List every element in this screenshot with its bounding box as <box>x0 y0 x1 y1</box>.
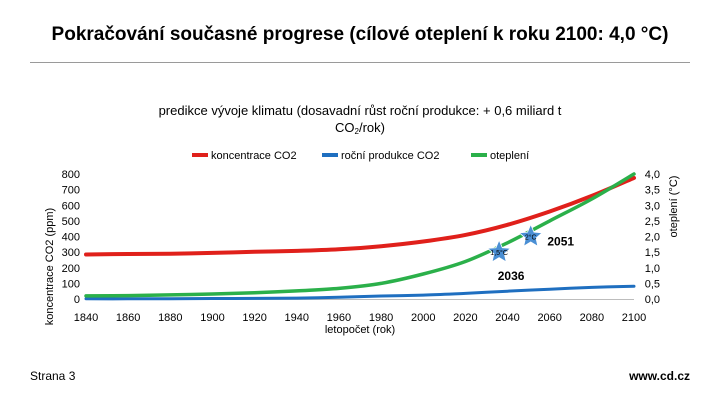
legend-label: koncentrace CO2 <box>211 150 297 162</box>
legend-label: oteplení <box>490 150 530 162</box>
x-tick-label: 1980 <box>368 312 394 324</box>
series-line <box>86 286 634 299</box>
chart-title-line1: predikce vývoje klimatu (dosavadní růst roční produkce: + 0,6 miliard t <box>158 103 562 118</box>
legend <box>192 150 529 162</box>
y-left-tick-label: 800 <box>61 169 80 181</box>
slide-title: Pokračování současné progrese (cílové oteplení k roku 2100: 4,0 °C) <box>51 24 669 45</box>
footer-website: www.cd.cz <box>629 369 690 383</box>
x-tick-label: 2060 <box>537 312 562 324</box>
x-tick-label: 1920 <box>242 312 267 324</box>
y-right-tick-label: 1,5 <box>644 247 660 260</box>
y-left-axis-label: koncentrace CO2 (ppm) <box>44 207 56 326</box>
y-left-tick-label: 700 <box>61 184 80 197</box>
x-tick-label: 1860 <box>115 312 141 324</box>
y-right-tick-label: 0,5 <box>644 278 660 291</box>
legend-label: roční produkce CO2 <box>341 150 440 162</box>
chart-title-line2-post: /rok) <box>358 120 385 135</box>
y-right-tick-label: 4,0 <box>644 169 660 181</box>
y-left-tick-label: 0 <box>73 294 80 306</box>
y-right-tick-label: 2,5 <box>644 215 660 228</box>
y-left-tick-label: 200 <box>61 262 80 275</box>
y-right-tick-label: 2,0 <box>644 231 660 244</box>
y-right-tick-label: 0,0 <box>644 294 660 306</box>
x-axis-label: letopočet (rok) <box>324 324 396 336</box>
year-annotation: 2036 <box>497 269 525 284</box>
x-tick-label: 2080 <box>579 312 605 324</box>
year-annotation: 2051 <box>547 234 575 249</box>
y-left-tick-label: 600 <box>61 200 80 213</box>
marker-label: 1,5°C <box>490 250 508 258</box>
x-tick-label: 1880 <box>158 312 183 324</box>
y-right-tick-label: 1,0 <box>644 262 660 275</box>
chart-title-line2-sub: 2 <box>354 127 359 136</box>
x-tick-label: 2000 <box>410 312 436 324</box>
y-right-tick-label: 3,5 <box>644 184 660 197</box>
x-tick-label: 1960 <box>326 312 352 324</box>
marker-label: 2°C <box>524 234 537 242</box>
x-tick-label: 1900 <box>200 312 225 324</box>
x-tick-label: 1840 <box>73 312 99 324</box>
x-tick-label: 2040 <box>495 312 520 324</box>
x-tick-label: 2020 <box>453 312 478 324</box>
x-tick-label: 1940 <box>284 312 310 324</box>
y-left-tick-label: 100 <box>61 278 80 291</box>
y-left-tick-label: 500 <box>61 215 80 228</box>
x-tick-label: 2100 <box>621 312 647 324</box>
y-right-tick-label: 3,0 <box>644 200 660 213</box>
footer-page-number: Strana 3 <box>30 369 76 383</box>
y-left-tick-label: 300 <box>61 247 80 260</box>
chart-title-line2-pre: CO <box>335 120 355 135</box>
markers <box>488 225 575 284</box>
y-left-tick-label: 400 <box>61 231 80 244</box>
y-right-axis-label: oteplení (°C) <box>668 175 680 238</box>
